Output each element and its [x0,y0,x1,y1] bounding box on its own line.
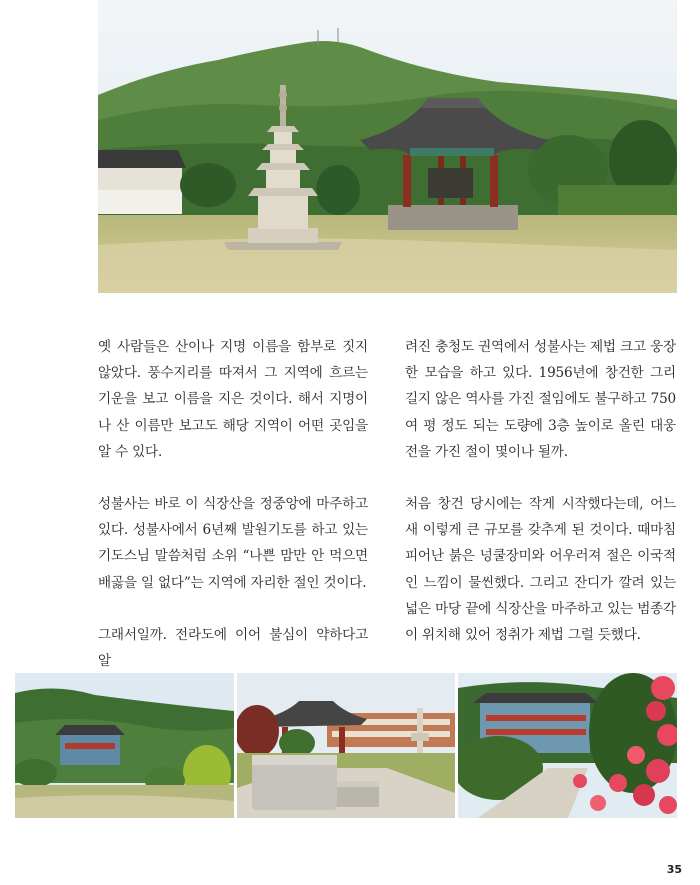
photo-main-hall [15,673,234,818]
paragraph: 옛 사람들은 산이나 지명 이름을 함부로 짓지 않았다. 풍수지리를 따져서 그 지역에 흐르는 기운을 보고 이름을 지은 것이다. 해서 지명이나 산 이름만 보고도 해당 지역이 어떤 곳임을 알 수 있다. [98,339,368,460]
paragraph: 처음 창건 당시에는 작게 시작했다는데, 어느 새 이렇게 큰 규모를 갖추게 된 것이다. 때마침 피어난 붉은 넝쿨장미와 어우러져 절은 이국적인 느낌이 물씬했다. 그리고 잔디가 깔려 있는 넓은 마당 끝에 식장산을 마주하고 있는 범종각이 위치해 있어 정취가 제법 그럴 듯했다. [405,496,676,644]
photo-red-roses-temple [458,673,677,818]
photo-stone-basin-pavilion [237,673,455,818]
article-right-column [405,334,676,674]
paragraph: 그래서일까. 전라도에 이어 불심이 약하다고 알 [98,626,368,670]
page-number: 35 [666,863,682,876]
paragraph: 성불사는 바로 이 식장산을 정중앙에 마주하고 있다. 성불사에서 6년째 발원기도를 하고 있는 기도스님 말씀처럼 소위 “나쁜 맘만 안 먹으면 배곯을 일 없다”는 지역에 자리한 절인 것이다. [98,496,368,591]
article-left-column [98,334,368,700]
paragraph: 려진 충청도 권역에서 성불사는 제법 크고 웅장한 모습을 하고 있다. 1956년에 창건한 그리 길지 않은 역사를 가진 절임에도 불구하고 750여 평 정도 되는 도량에 3층 높이로 올린 대웅전을 가진 절이 몇이나 될까. [405,339,676,460]
hero-photo-temple-pagoda [98,0,677,293]
